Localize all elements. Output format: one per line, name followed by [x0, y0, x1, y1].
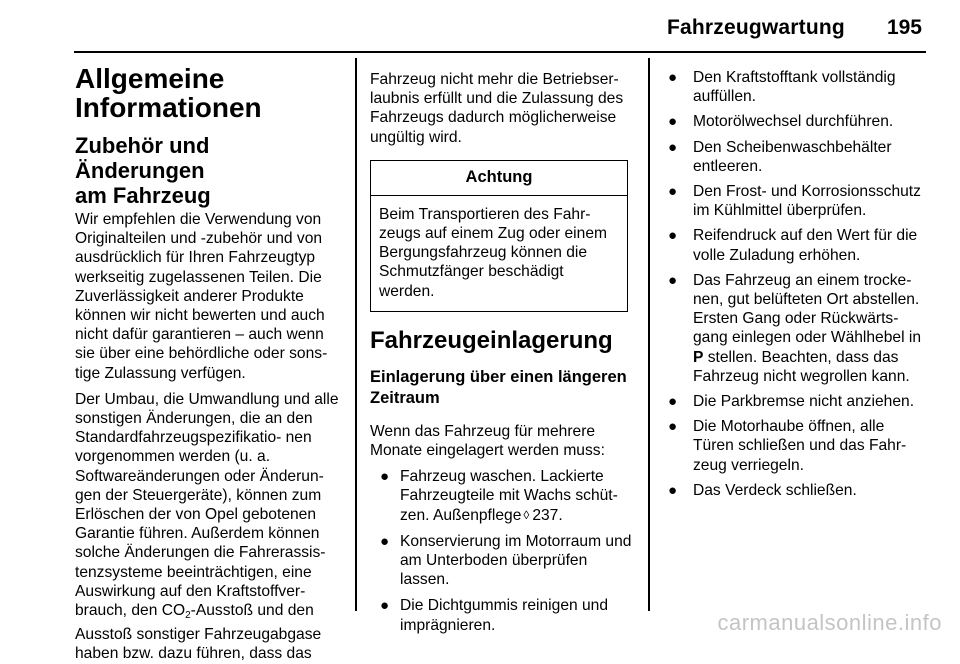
storage-list-continued	[665, 68, 927, 500]
list-item-text: Das Verdeck schließen.	[693, 481, 857, 499]
list-item-text: Reifendruck auf den Wert für die volle Zuladung erhöhen.	[693, 227, 918, 264]
bullet-icon: ●	[380, 468, 390, 486]
bullet-icon: ●	[668, 481, 678, 499]
list-item	[665, 68, 927, 106]
gear-position-p: P	[693, 348, 704, 366]
list-item-text: Die Motorhaube öffnen, alle Türen schließen und das Fahr‐ zeug verriegeln.	[693, 418, 907, 474]
list-item-text: Das Fahrzeug an einem trocke‐ nen, gut belüfteten Ort abstellen. Ersten Gang oder Rückwärts‐ gang einlegen oder Wählhebel in	[693, 271, 922, 347]
list-item	[370, 467, 632, 525]
list-item-text: Die Dichtgummis reinigen und imprägnieren.	[400, 597, 609, 634]
list-item	[665, 417, 927, 475]
list-item-text: Den Scheibenwaschbehälter entleeren.	[693, 138, 892, 175]
subscript-2: 2	[185, 610, 191, 622]
column-1	[75, 58, 341, 664]
list-item	[665, 112, 927, 131]
paragraph-modifications	[75, 390, 341, 664]
list-item	[370, 596, 632, 634]
column-divider	[355, 58, 357, 611]
paragraph-accessories: Wir empfehlen die Verwendung von Originalteilen und -zubehör und von ausdrücklich für Ihren Fahrzeugtyp werkseitig zugelassenen Teilen. Die Zuverlässigkeit anderer Produkte können wir nicht bewerten und auch nicht dafür garantieren – auch wenn sie über eine behördliche oder sons‐ tige Zulassung verfügen.	[75, 211, 328, 382]
paragraph-text: Der Umbau, die Umwandlung und alle sonstigen Änderungen, die an den Standardfahrzeugspezifikatio‐ nen vorgenommen werden (u. a. Softwareänderungen oder Änderun‐ gen der Steuergeräte), können zum Erlöschen der von Opel gebotenen Garantie führen. Außerdem können solche Änderungen die Fahrerassis‐ tenzsysteme beeinträchtigen, eine Auswirkung auf den Kraftstoffver‐ brauch, den CO	[75, 390, 339, 620]
list-item	[370, 532, 632, 590]
paragraph-continued: Fahrzeug nicht mehr die Betriebser‐ laubnis erfüllt und die Zulassung des Fahrzeugs dadurch möglicherweise ungültig wird.	[370, 71, 624, 146]
list-item-text: Den Kraftstofftank vollständig auffüllen.	[693, 69, 896, 106]
column-3	[665, 58, 927, 500]
storage-intro: Wenn das Fahrzeug für mehrere Monate eingelagert werden muss:	[370, 422, 605, 460]
list-item	[665, 138, 927, 176]
bullet-icon: ●	[668, 393, 678, 411]
bullet-icon: ●	[668, 227, 678, 245]
list-item-text: Den Frost- und Korrosionsschutz im Kühlmittel überprüfen.	[693, 183, 921, 220]
warning-title: Achtung	[371, 161, 627, 196]
section-title: Fahrzeugwartung	[666, 16, 845, 39]
chapter-heading-line: Allgemeine	[75, 63, 225, 94]
list-item	[665, 226, 927, 264]
page-header	[667, 8, 922, 40]
list-item-text: stellen. Beachten, dass das Fahrzeug nicht wegrollen kann.	[693, 348, 910, 385]
list-item-text: Fahrzeug waschen. Lackierte Fahrzeugteile mit Wachs schüt‐ zen. Außenpflege	[400, 468, 618, 524]
warning-body: Beim Transportieren des Fahr‐ zeugs auf einem Zug oder einem Bergungsfahrzeug können die Schmutzfänger beschädigt werden.	[379, 205, 607, 300]
section-heading	[75, 133, 341, 208]
section-heading-line: Zubehör und Änderungen	[75, 133, 210, 183]
list-item-text: Konservierung im Motorraum und am Unterboden überprüfen lassen.	[400, 532, 632, 589]
list-item	[665, 271, 927, 386]
list-item	[665, 182, 927, 220]
bullet-icon: ●	[668, 138, 678, 156]
chapter-heading-line: Informationen	[75, 92, 262, 123]
column-2	[370, 58, 632, 635]
page-reference-icon: ◊	[523, 507, 530, 522]
list-item-text: Die Parkbremse nicht anziehen.	[693, 393, 915, 411]
bullet-icon: ●	[668, 69, 678, 86]
bullet-icon: ●	[668, 418, 678, 436]
bullet-icon: ●	[380, 532, 390, 550]
page-number: 195	[886, 16, 922, 39]
bullet-icon: ●	[668, 113, 678, 131]
section-heading-storage: Fahrzeugeinlagerung	[370, 326, 613, 354]
bullet-icon: ●	[668, 183, 678, 201]
column-divider	[648, 58, 650, 611]
warning-box	[370, 160, 628, 312]
list-item-text: Motorölwechsel durchführen.	[693, 113, 894, 131]
paragraph-text: -Ausstoß und den Ausstoß sonstiger Fahrzeugabgase haben bzw. dazu führen, dass das	[75, 602, 322, 663]
list-item	[665, 481, 927, 500]
bullet-icon: ●	[668, 271, 678, 289]
bullet-icon: ●	[380, 597, 390, 615]
watermark: carmanualsonline.info	[717, 610, 942, 635]
section-heading-line: am Fahrzeug	[75, 183, 211, 208]
list-item	[665, 392, 927, 411]
chapter-heading	[75, 64, 341, 122]
storage-list	[370, 467, 632, 635]
page-reference[interactable]: 237.	[532, 506, 563, 524]
subsection-heading: Einlagerung über einen längeren Zeitraum	[370, 367, 627, 407]
header-rule	[74, 51, 926, 53]
